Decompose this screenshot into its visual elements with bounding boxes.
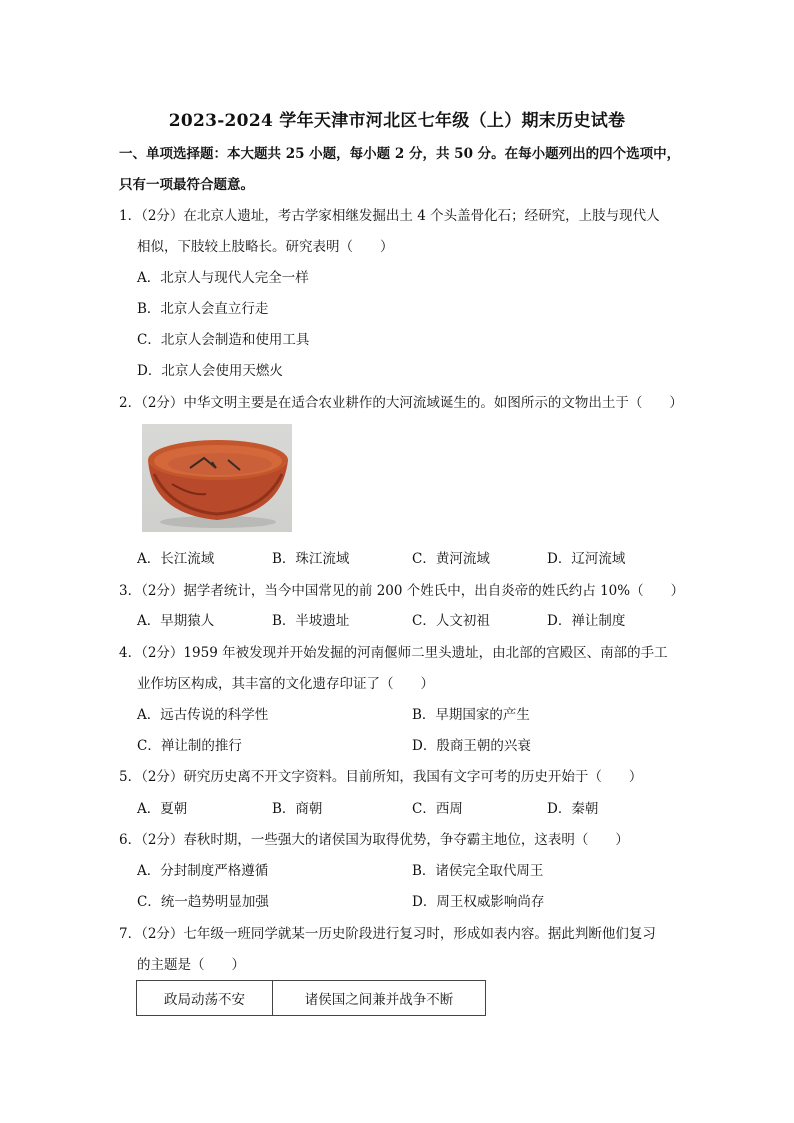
- q4-option-c: C．禅让制的推行: [137, 738, 242, 754]
- exam-title: 2023-2024 学年天津市河北区七年级（上）期末历史试卷: [168, 111, 626, 131]
- q2-stem: 2．（2分）中华文明主要是在适合农业耕作的大河流域诞生的。如图所示的文物出土于（ ）: [119, 395, 683, 411]
- q5-option-c: C．西周: [412, 801, 463, 817]
- q5-option-b: B．商朝: [272, 801, 323, 817]
- q2-option-a: A．长江流域: [137, 551, 215, 567]
- section-heading-line2: 只有一项最符合题意。: [119, 177, 254, 193]
- section-heading-line1: 一、单项选择题：本大题共 25 小题，每小题 2 分，共 50 分。在每小题列出的四个选项中，: [119, 146, 681, 162]
- q7-stem-line1: 7．（2分）七年级一班同学就某一历史阶段进行复习时，形成如表内容。据此判断他们复习: [119, 926, 656, 942]
- table-cell: 诸侯国之间兼并战争不断: [273, 981, 486, 1016]
- bowl-illustration: [142, 424, 292, 532]
- q4-stem-line1: 4．（2分）1959 年被发现并开始发掘的河南偃师二里头遗址，由北部的宫殿区、南部的手工: [119, 645, 668, 661]
- q6-stem: 6．（2分）春秋时期，一些强大的诸侯国为取得优势，争夺霸主地位，这表明（ ）: [119, 832, 629, 848]
- q7-stem-line2: 的主题是（ ）: [137, 957, 245, 973]
- q3-option-a: A．早期猿人: [137, 613, 215, 629]
- q4-option-d: D．殷商王朝的兴衰: [412, 738, 531, 754]
- q1-option-c: C．北京人会制造和使用工具: [137, 332, 310, 348]
- q1-stem-line1: 1．（2分）在北京人遗址，考古学家相继发掘出土 4 个头盖骨化石；经研究，上肢与现代人: [119, 208, 660, 224]
- q3-stem: 3．（2分）据学者统计，当今中国常见的前 200 个姓氏中，出自炎帝的姓氏约占 10%（ ）: [119, 583, 685, 599]
- q1-option-b: B．北京人会直立行走: [137, 301, 269, 317]
- q5-option-d: D．秦朝: [547, 801, 599, 817]
- table-row: [137, 981, 486, 1016]
- q1-stem-line2: 相似，下肢较上肢略长。研究表明（ ）: [137, 239, 394, 255]
- q1-option-a: A．北京人与现代人完全一样: [137, 270, 309, 286]
- q4-stem-line2: 业作坊区构成，其丰富的文化遗存印证了（ ）: [137, 676, 434, 692]
- q3-option-d: D．禅让制度: [547, 613, 626, 629]
- q6-option-d: D．周王权威影响尚存: [412, 894, 545, 910]
- q1-option-d: D．北京人会使用天燃火: [137, 363, 283, 379]
- q2-option-d: D．辽河流域: [547, 551, 626, 567]
- q3-option-b: B．半坡遗址: [272, 613, 350, 629]
- q5-option-a: A．夏朝: [137, 801, 188, 817]
- q2-option-c: C．黄河流域: [412, 551, 490, 567]
- q6-option-b: B．诸侯完全取代周王: [412, 863, 544, 879]
- q4-option-a: A．远古传说的科学性: [137, 707, 269, 723]
- table-cell: 政局动荡不安: [137, 981, 273, 1016]
- q6-option-a: A．分封制度严格遵循: [137, 863, 269, 879]
- q2-option-b: B．珠江流域: [272, 551, 350, 567]
- q3-option-c: C．人文初祖: [412, 613, 490, 629]
- q5-stem: 5．（2分）研究历史离不开文字资料。目前所知，我国有文字可考的历史开始于（ ）: [119, 769, 643, 785]
- q7-review-table: [136, 980, 486, 1016]
- q6-option-c: C．统一趋势明显加强: [137, 894, 269, 910]
- pottery-bowl-image: [142, 424, 292, 532]
- q4-option-b: B．早期国家的产生: [412, 707, 530, 723]
